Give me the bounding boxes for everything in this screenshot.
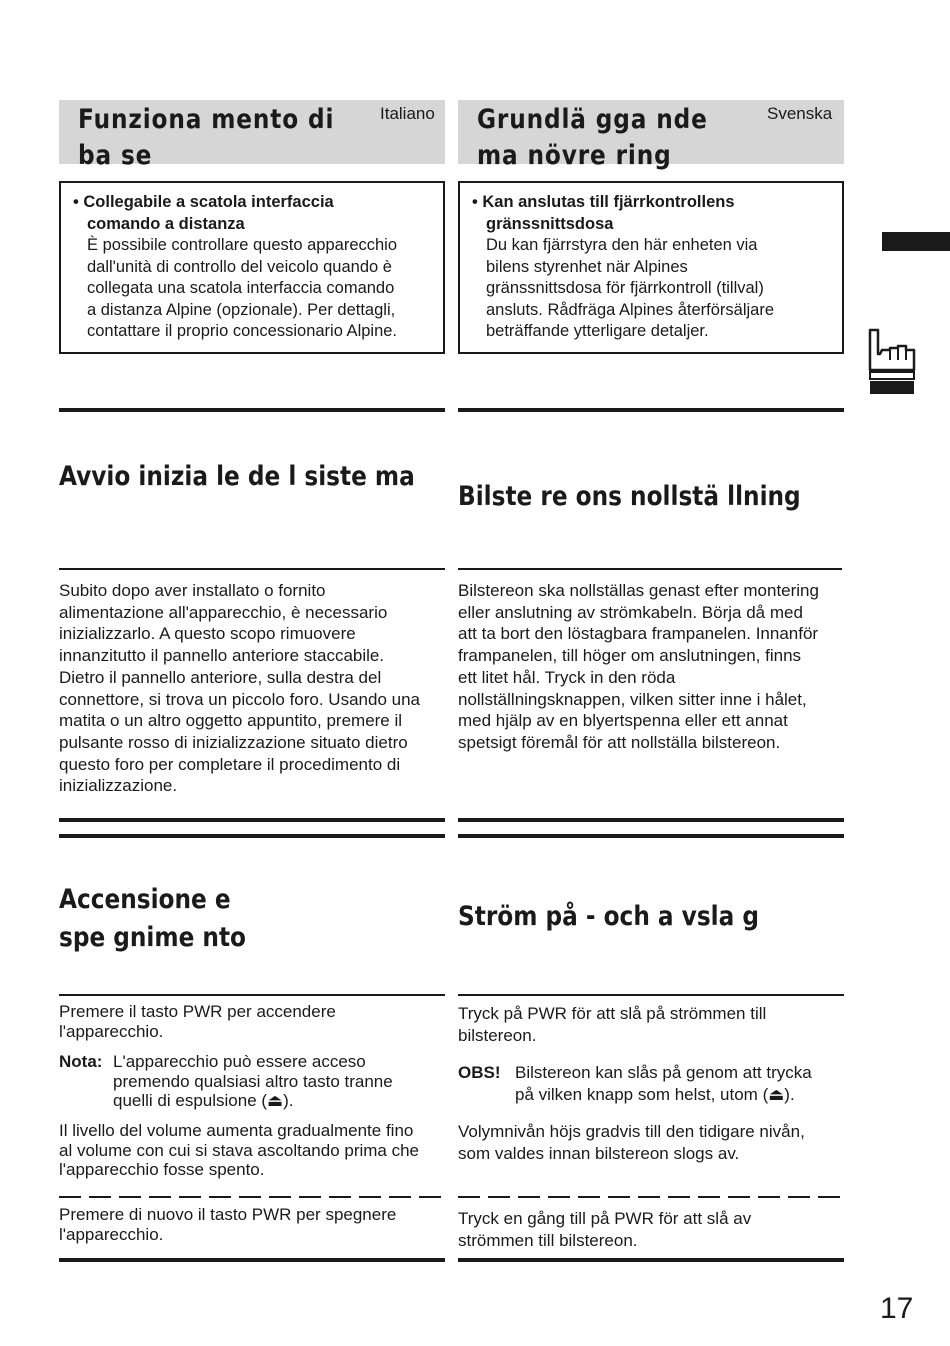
init-line-it-10: inizializzazione. bbox=[59, 776, 178, 796]
init-line-it-6: connettore, si trova un piccolo foro. Usando una bbox=[59, 689, 420, 709]
init-line-it-2: alimentazione all'apparecchio, è necessario bbox=[59, 602, 388, 622]
divider-bottom-it bbox=[59, 1258, 445, 1262]
note-line-it-2: premendo qualsiasi altro tasto tranne bbox=[113, 1071, 393, 1091]
title-init-it: Avvio inizia le de l siste ma bbox=[59, 461, 415, 492]
note-line-sv-2: på vilken knapp som helst, utom (⏏). bbox=[515, 1084, 795, 1104]
init-line-sv-8: spetsigt föremål för att nollställa bilstereon. bbox=[458, 732, 781, 752]
bullet-line-it-3: collegata una scatola interfaccia comando bbox=[87, 279, 395, 297]
divider-power-sv bbox=[458, 994, 844, 996]
bullet-title-sv-2: gränssnittsdosa bbox=[486, 214, 614, 233]
remote-interface-box-it bbox=[59, 181, 445, 354]
note-line-it-3: quelli di espulsione (⏏). bbox=[113, 1091, 294, 1110]
remote-interface-box-sv bbox=[458, 181, 844, 354]
title-power-it-line2: spe gnime nto bbox=[59, 922, 246, 953]
init-line-sv-1: Bilstereon ska nollställas genast efter montering bbox=[458, 581, 819, 600]
power-p3-sv-2: strömmen till bilstereon. bbox=[458, 1230, 638, 1250]
bullet-line-it-5: contattare il proprio concessionario Alpine. bbox=[87, 322, 398, 340]
hand-pointer-icon bbox=[866, 328, 918, 396]
init-line-sv-4: frampanelen, till höger om anslutningen, finns bbox=[458, 646, 802, 666]
power-p2-sv bbox=[458, 1121, 848, 1164]
bullet-line-it-2: dall'unità di controllo del veicolo quando è bbox=[87, 257, 392, 276]
init-line-sv-5: ett litet hål. Tryck in den röda bbox=[458, 667, 676, 687]
bullet-title-sv-1: • Kan anslutas till fjärrkontrollens bbox=[472, 193, 735, 211]
title-power-it-line1: Accensione e bbox=[59, 884, 231, 915]
divider-init-it bbox=[59, 568, 445, 570]
init-line-it-3: inizializzarlo. A questo scopo rimuovere bbox=[59, 624, 356, 644]
power-p2-it-1: Il livello del volume aumenta gradualmente fino bbox=[59, 1121, 414, 1140]
bullet-line-sv-2: bilens styrenhet när Alpines bbox=[486, 257, 688, 276]
init-line-sv-2: eller anslutning av strömkabeln. Börja då med bbox=[458, 602, 803, 622]
side-tab-marker bbox=[882, 232, 950, 251]
power-p2-sv-2: som valdes innan bilstereon slogs av. bbox=[458, 1143, 740, 1163]
power-p2-sv-1: Volymnivån höjs gradvis till den tidigare nivån, bbox=[458, 1122, 805, 1141]
init-text-sv bbox=[458, 580, 848, 754]
title-basic-sv-line2: ma növre ring bbox=[477, 140, 672, 171]
title-basic-sv-line1: Grundlä gga nde bbox=[477, 104, 708, 135]
bullet-title-it-1: • Collegabile a scatola interfaccia bbox=[73, 193, 334, 211]
power-p1-it-1: Premere il tasto PWR per accendere bbox=[59, 1002, 336, 1021]
power-note-sv bbox=[458, 1062, 848, 1105]
power-p2-it-3: l'apparecchio fosse spento. bbox=[59, 1160, 265, 1179]
power-p3-it bbox=[59, 1205, 449, 1244]
bullet-title-it-2: comando a distanza bbox=[87, 214, 245, 233]
note-line-sv-1: Bilstereon kan slås på genom att trycka bbox=[515, 1063, 812, 1082]
init-line-it-4: innanzitutto il pannello anteriore staccabile. bbox=[59, 646, 385, 666]
page-number: 17 bbox=[880, 1292, 914, 1325]
note-line-it-1: L'apparecchio può essere acceso bbox=[113, 1052, 366, 1071]
divider-top-init-sv bbox=[458, 408, 844, 412]
init-line-it-5: Dietro il pannello anteriore, sulla destra del bbox=[59, 667, 382, 687]
bullet-line-it-1: È possibile controllare questo apparecchio bbox=[87, 236, 398, 254]
divider-init-sv bbox=[458, 568, 842, 570]
bullet-line-sv-3: gränssnittsdosa för fjärrkontroll (tillval) bbox=[486, 279, 764, 297]
bullet-line-it-4: a distanza Alpine (opzionale). Per dettagli, bbox=[87, 300, 396, 319]
divider-top-init-it bbox=[59, 408, 445, 412]
power-p2-it-2: al volume con cui si stava ascoltando prima che bbox=[59, 1140, 420, 1160]
language-label-swedish: Svenska bbox=[767, 104, 833, 123]
power-p3-it-1: Premere di nuovo il tasto PWR per spegnere bbox=[59, 1205, 397, 1224]
bullet-line-sv-4: ansluts. Rådfräga Alpines återförsäljare bbox=[486, 300, 774, 319]
note-label-sv: OBS! bbox=[458, 1063, 501, 1082]
power-p1-sv-2: bilstereon. bbox=[458, 1025, 537, 1045]
bullet-line-sv-1: Du kan fjärrstyra den här enheten via bbox=[486, 236, 758, 254]
divider-mid-2-sv bbox=[458, 834, 844, 838]
init-line-sv-3: att ta bort den löstagbara frampanelen. Innanför bbox=[458, 624, 819, 644]
init-line-it-9: questo foro per completare il procedimento di bbox=[59, 754, 401, 774]
divider-mid-1-it bbox=[59, 818, 445, 822]
divider-mid-2-it bbox=[59, 834, 445, 838]
power-note-it bbox=[59, 1052, 449, 1111]
init-line-sv-7: med hjälp av en blyertspenna eller ett annat bbox=[458, 711, 788, 731]
dashed-divider-sv bbox=[458, 1196, 848, 1198]
init-line-it-8: pulsante rosso di inizializzazione situato dietro bbox=[59, 732, 408, 752]
divider-power-it bbox=[59, 994, 445, 996]
divider-mid-1-sv bbox=[458, 818, 844, 822]
power-p2-it bbox=[59, 1121, 449, 1180]
bullet-line-sv-5: beträffande ytterligare detaljer. bbox=[486, 322, 709, 340]
power-p1-it bbox=[59, 1002, 449, 1041]
init-line-sv-6: nollställningsknappen, vilken sitter inne i hålet, bbox=[458, 689, 807, 709]
dashed-divider-it bbox=[59, 1196, 449, 1198]
power-p3-sv bbox=[458, 1208, 848, 1251]
power-p1-it-2: l'apparecchio. bbox=[59, 1021, 164, 1041]
power-p1-sv-1: Tryck på PWR för att slå på strömmen till bbox=[458, 1004, 767, 1023]
title-basic-it-line2: ba se bbox=[78, 140, 153, 171]
divider-bottom-sv bbox=[458, 1258, 844, 1262]
title-basic-it-line1: Funziona mento di bbox=[78, 104, 335, 135]
power-p3-sv-1: Tryck en gång till på PWR för att slå av bbox=[458, 1209, 752, 1228]
power-p1-sv bbox=[458, 1003, 848, 1046]
init-line-it-7: matita o un altro oggetto appuntito, premere il bbox=[59, 711, 403, 731]
power-p3-it-2: l'apparecchio. bbox=[59, 1224, 164, 1244]
init-line-it-1: Subito dopo aver installato o fornito bbox=[59, 581, 326, 600]
title-init-sv: Bilste re ons nollstä llning bbox=[458, 481, 801, 512]
note-label-it: Nota: bbox=[59, 1052, 103, 1071]
init-text-it bbox=[59, 580, 449, 797]
title-power-sv: Ström på - och a vsla g bbox=[458, 901, 759, 932]
language-label-italian: Italiano bbox=[380, 104, 435, 123]
